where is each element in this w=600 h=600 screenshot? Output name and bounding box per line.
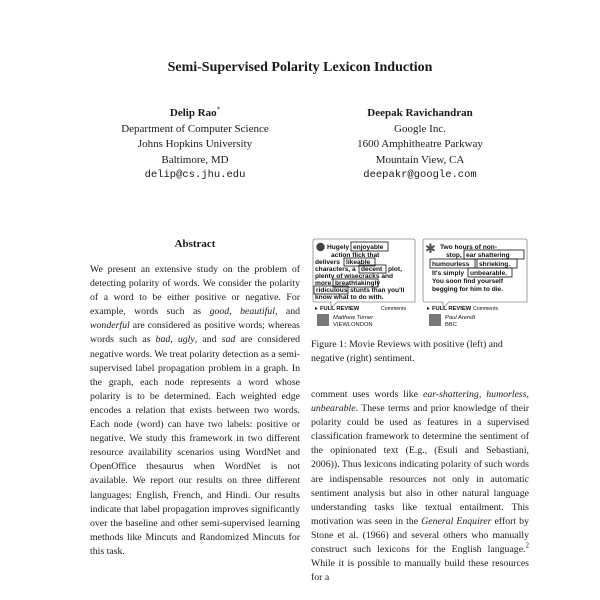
full-review-link[interactable]: FULL REVIEW xyxy=(432,306,472,312)
positive-review-card xyxy=(313,239,415,328)
example-words: ear-shattering, humorless, unbearable xyxy=(311,389,530,415)
body-text-run: comment uses words like xyxy=(311,389,423,400)
critic-outlet: VIEWLONDON xyxy=(333,322,373,328)
highlighted-word: enjoyable xyxy=(353,244,384,251)
highlighted-word: ridiculous xyxy=(316,287,348,294)
highlighted-word: breathtakingly xyxy=(335,280,381,287)
figure-caption: Figure 1: Movie Reviews with positive (left) and negative (right) sentiment. xyxy=(311,339,503,365)
footnote-mark: 2 xyxy=(525,541,529,550)
author-affiliation: Department of Computer Science xyxy=(121,122,269,135)
full-review-link[interactable]: FULL REVIEW xyxy=(320,306,360,312)
author-block-1 xyxy=(90,106,300,184)
abstract-heading: Abstract xyxy=(174,238,216,250)
review-line: delivers xyxy=(315,259,340,266)
author-email: delip@cs.jhu.edu xyxy=(144,169,246,181)
critic-name: Paul Arendt xyxy=(445,315,476,321)
abstract-text: , xyxy=(229,306,241,318)
review-line: plot, xyxy=(388,266,402,273)
example-word: bad xyxy=(155,334,171,346)
abstract-text: , and xyxy=(274,306,300,318)
author-affiliation: Google Inc. xyxy=(394,122,446,135)
review-line: You soon find yourself xyxy=(432,278,503,285)
example-word: sad xyxy=(221,334,236,346)
review-line: more xyxy=(315,280,332,287)
review-line: stunts than you'll xyxy=(350,287,405,294)
author-name: Deepak Ravichandran xyxy=(367,107,473,119)
abstract-body xyxy=(90,263,300,559)
highlighted-word: unbearable. xyxy=(470,270,508,277)
author-street: 1600 Amphitheatre Parkway xyxy=(357,138,483,150)
figure-1-reviews xyxy=(311,238,529,330)
highlighted-word: ear shattering xyxy=(466,252,510,259)
example-word: ugly xyxy=(177,334,195,346)
abstract-text: We present an extensive study on the problem of detecting polarity of words. We consider the polarity of a word to be either positive or negative. For example, words such as xyxy=(90,264,300,318)
author-university: Johns Hopkins University xyxy=(137,138,253,150)
critic-outlet: BBC xyxy=(445,322,457,328)
critic-name: Matthew Turner xyxy=(333,315,374,321)
author-block-2 xyxy=(311,106,529,184)
review-line: It's simply xyxy=(432,270,464,277)
review-line: Hugely xyxy=(327,244,349,251)
author-footnote-mark: * xyxy=(216,105,221,114)
paper-title: Semi-Supervised Polarity Lexicon Induction xyxy=(167,60,433,75)
example-word: good xyxy=(209,306,230,318)
author-city: Baltimore, MD xyxy=(161,153,229,166)
review-line: know what to do with. xyxy=(315,294,384,301)
play-icon: ▸ xyxy=(427,306,430,312)
review-line: characters, a xyxy=(315,266,356,273)
splat-icon: ✱ xyxy=(425,241,436,256)
review-line: stop, xyxy=(446,252,462,259)
tomato-icon xyxy=(316,243,324,251)
abstract-text: are considered as positive words; whereas words such as xyxy=(90,320,300,346)
review-line: action flick that xyxy=(331,252,380,259)
negative-review-card xyxy=(423,239,527,328)
body-text-run: While it is possible to manually build these resources for a xyxy=(311,558,529,584)
critic-avatar xyxy=(317,314,329,326)
abstract-text: , xyxy=(170,334,178,346)
example-word: wonderful xyxy=(90,320,130,332)
review-line: plenty of wisecracks and xyxy=(315,273,394,280)
highlighted-word: humourless xyxy=(432,261,470,268)
highlighted-word: decent xyxy=(361,266,383,273)
critic-avatar xyxy=(429,314,441,326)
body-text-run: effort by Stone et al. (1966) and several others who manually construct such lexicons for the English language. xyxy=(311,515,529,556)
abstract-text: , and xyxy=(194,334,222,346)
review-line: Two hours of non- xyxy=(440,244,498,251)
comments-link[interactable]: Comments xyxy=(381,306,407,312)
body-text-run: . These terms and prior knowledge of their polarity could be used as features in a supervised classification framework to determine the sentiment of the opinionated text (E.g., (Esuli and Sebastiani, 2006)). Thus lexicons indicating polarity of such words are indispensable resources not only in automatic sentiment analysis but also in other natural language understanding tasks like textual entailment. This motivation was seen in the xyxy=(311,403,529,527)
play-icon: ▸ xyxy=(315,306,318,312)
example-word: beautiful xyxy=(240,306,275,318)
highlighted-word: likeable xyxy=(346,259,371,266)
author-city: Mountain View, CA xyxy=(375,153,465,166)
review-line: begging for him to die. xyxy=(432,286,504,293)
cited-resource: General Enquirer xyxy=(421,515,492,527)
comments-link[interactable]: Comments xyxy=(473,306,499,312)
body-text xyxy=(311,388,529,585)
author-name: Delip Rao xyxy=(169,107,217,119)
abstract-text: are considered negative words. We treat polarity detection as a semi-supervised label propagation problem in a graph. In the graph, each node represents a word whose polarity is to be determined. Each weighted edge encodes a relation that exists between two words. Each node (word) can have two labels: positive or negative. We study this framework in two different resource availability scenarios using WordNet and OpenOffice thesaurus when WordNet is not available. We report our results on three different languages: English, French, and Hindi. Our results indicate that label propagation improves significantly over the baseline and other semi-supervised learning methods like Mincuts and Randomized Mincuts for this task. xyxy=(90,334,300,557)
highlighted-word: shrieking. xyxy=(479,261,511,268)
author-email: deepakr@google.com xyxy=(363,169,477,181)
